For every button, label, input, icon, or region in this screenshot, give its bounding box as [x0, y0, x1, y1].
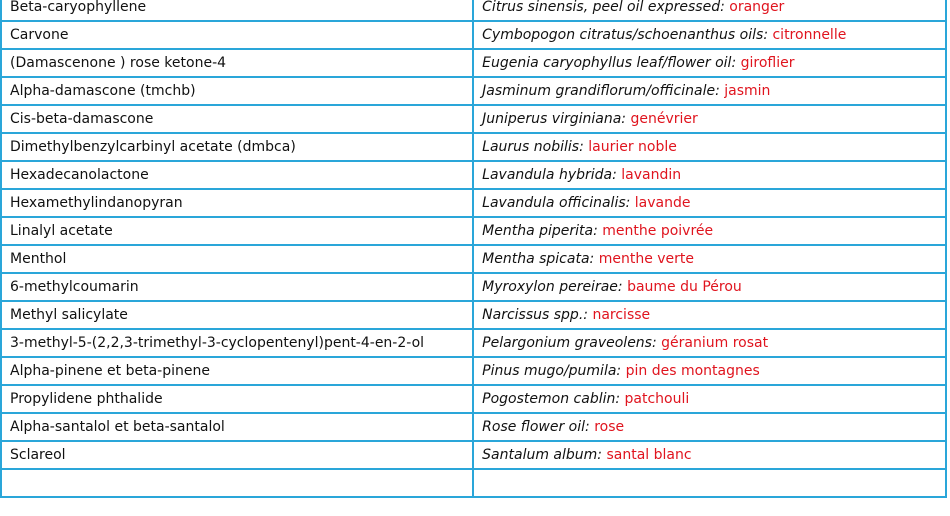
plant-source-cell	[473, 329, 946, 357]
latin-name: Myroxylon pereirae	[482, 279, 618, 295]
chemical-name-cell	[1, 133, 473, 161]
chemical-name: Propylidene phthalide	[10, 391, 163, 407]
latin-name: Eugenia caryophyllus leaf/flower oil	[482, 55, 732, 71]
french-name: lavandin	[621, 167, 682, 183]
plant-source-cell	[473, 0, 946, 21]
plant-source-cell	[473, 301, 946, 329]
table-row	[1, 469, 946, 497]
latin-name: Pogostemon cablin	[482, 391, 616, 407]
table-row	[1, 21, 946, 49]
chemical-name-cell	[1, 0, 473, 21]
chemical-name: Dimethylbenzylcarbinyl acetate (dmbca)	[10, 139, 296, 155]
chemical-name: Beta-caryophyllene	[10, 0, 147, 15]
table-row	[1, 385, 946, 413]
chemical-name: 6-methylcoumarin	[10, 279, 139, 295]
separator: :	[731, 55, 741, 71]
table-row	[1, 189, 946, 217]
chemical-name: Alpha-santalol et beta-santalol	[10, 419, 225, 435]
chemical-name-cell	[1, 385, 473, 413]
chemical-name-cell	[1, 21, 473, 49]
chemical-name: Hexamethylindanopyran	[10, 195, 183, 211]
chemical-name: Sclareol	[10, 447, 66, 463]
separator: :	[589, 251, 599, 267]
chemical-name-cell	[1, 301, 473, 329]
plant-source-cell	[473, 21, 946, 49]
table-row	[1, 245, 946, 273]
chemical-name-cell	[1, 413, 473, 441]
chemical-name-cell	[1, 329, 473, 357]
latin-name: Narcissus spp.	[482, 307, 584, 323]
chemical-name: Hexadecanolactone	[10, 167, 149, 183]
plant-source-cell	[473, 245, 946, 273]
latin-name: Pelargonium graveolens	[482, 335, 652, 351]
chemical-name-cell	[1, 469, 473, 497]
table-row	[1, 49, 946, 77]
table-row	[1, 77, 946, 105]
chemical-name-cell	[1, 273, 473, 301]
french-name: citronnelle	[772, 27, 847, 43]
chemical-name-cell	[1, 105, 473, 133]
chemical-name-cell	[1, 217, 473, 245]
table-row	[1, 441, 946, 469]
table-body	[1, 0, 946, 497]
plant-source-cell	[473, 469, 946, 497]
french-name: baume du Pérou	[627, 279, 742, 295]
french-name: genévrier	[630, 111, 698, 127]
chemical-name-cell	[1, 161, 473, 189]
latin-name: Lavandula officinalis	[482, 195, 626, 211]
plant-source-cell	[473, 357, 946, 385]
separator: :	[617, 279, 628, 295]
separator: :	[612, 167, 622, 183]
chemical-name: Alpha-pinene et beta-pinene	[10, 363, 210, 379]
chemical-name: Menthol	[10, 251, 67, 267]
plant-source-cell	[473, 413, 946, 441]
french-name: oranger	[729, 0, 785, 15]
table-row	[1, 0, 946, 21]
french-name: narcisse	[592, 307, 651, 323]
french-name: géranium rosat	[661, 335, 769, 351]
latin-name: Jasminum grandiflorum/officinale	[482, 83, 716, 99]
plant-source-cell	[473, 217, 946, 245]
chemical-name: Cis-beta-damascone	[10, 111, 154, 127]
chemical-name-cell	[1, 357, 473, 385]
chemical-name-cell	[1, 189, 473, 217]
plant-source-cell	[473, 77, 946, 105]
french-name: menthe verte	[598, 251, 695, 267]
french-name: menthe poivrée	[602, 223, 714, 239]
latin-name: Mentha piperita	[482, 223, 594, 239]
chemical-name: Alpha-damascone (tmchb)	[10, 83, 196, 99]
separator: :	[615, 391, 625, 407]
latin-name: Santalum album	[482, 447, 598, 463]
french-name: santal blanc	[606, 447, 692, 463]
french-name: rose	[594, 419, 625, 435]
table-row	[1, 105, 946, 133]
separator: :	[593, 223, 603, 239]
table-row	[1, 273, 946, 301]
separator: :	[585, 419, 595, 435]
table-row	[1, 217, 946, 245]
french-name: giroflier	[740, 55, 795, 71]
table-row	[1, 329, 946, 357]
latin-name: Cymbopogon citratus/schoenanthus oils	[482, 27, 764, 43]
chemical-name-cell	[1, 49, 473, 77]
plant-source-cell	[473, 49, 946, 77]
plant-source-cell	[473, 105, 946, 133]
table-row	[1, 161, 946, 189]
table-row	[1, 413, 946, 441]
latin-name: Citrus sinensis, peel oil expressed	[482, 0, 721, 15]
separator: :	[616, 363, 626, 379]
french-name: lavande	[634, 195, 691, 211]
chemical-name: (Damascenone ) rose ketone-4	[10, 55, 227, 71]
separator: :	[651, 335, 662, 351]
chemical-name-cell	[1, 441, 473, 469]
chemical-name: Carvone	[10, 27, 69, 43]
latin-name: Juniperus virginiana	[482, 111, 622, 127]
chemical-name: 3-methyl-5-(2,2,3-trimethyl-3-cyclopentenyl)pent-4-en-2-ol	[10, 335, 425, 351]
separator: :	[763, 27, 773, 43]
separator: :	[621, 111, 631, 127]
plant-source-cell	[473, 273, 946, 301]
separator: :	[579, 139, 589, 155]
table-row	[1, 357, 946, 385]
table-row	[1, 301, 946, 329]
separator: :	[583, 307, 593, 323]
latin-name: Rose flower oil	[482, 419, 586, 435]
french-name: pin des montagnes	[625, 363, 760, 379]
separator: :	[625, 195, 635, 211]
french-name: jasmin	[724, 83, 771, 99]
french-name: patchouli	[624, 391, 690, 407]
chemical-name: Methyl salicylate	[10, 307, 128, 323]
latin-name: Laurus nobilis	[482, 139, 580, 155]
latin-name: Lavandula hybrida	[482, 167, 613, 183]
table-row	[1, 133, 946, 161]
plant-source-cell	[473, 189, 946, 217]
latin-name: Mentha spicata	[482, 251, 590, 267]
separator: :	[715, 83, 725, 99]
plant-source-cell	[473, 385, 946, 413]
plant-source-cell	[473, 161, 946, 189]
separator: :	[597, 447, 607, 463]
latin-name: Pinus mugo/pumila	[482, 363, 617, 379]
plant-source-cell	[473, 133, 946, 161]
plant-source-cell	[473, 441, 946, 469]
french-name: laurier noble	[588, 139, 677, 155]
separator: :	[720, 0, 730, 15]
chemical-name-cell	[1, 77, 473, 105]
chemical-name: Linalyl acetate	[10, 223, 113, 239]
chemical-name-cell	[1, 245, 473, 273]
